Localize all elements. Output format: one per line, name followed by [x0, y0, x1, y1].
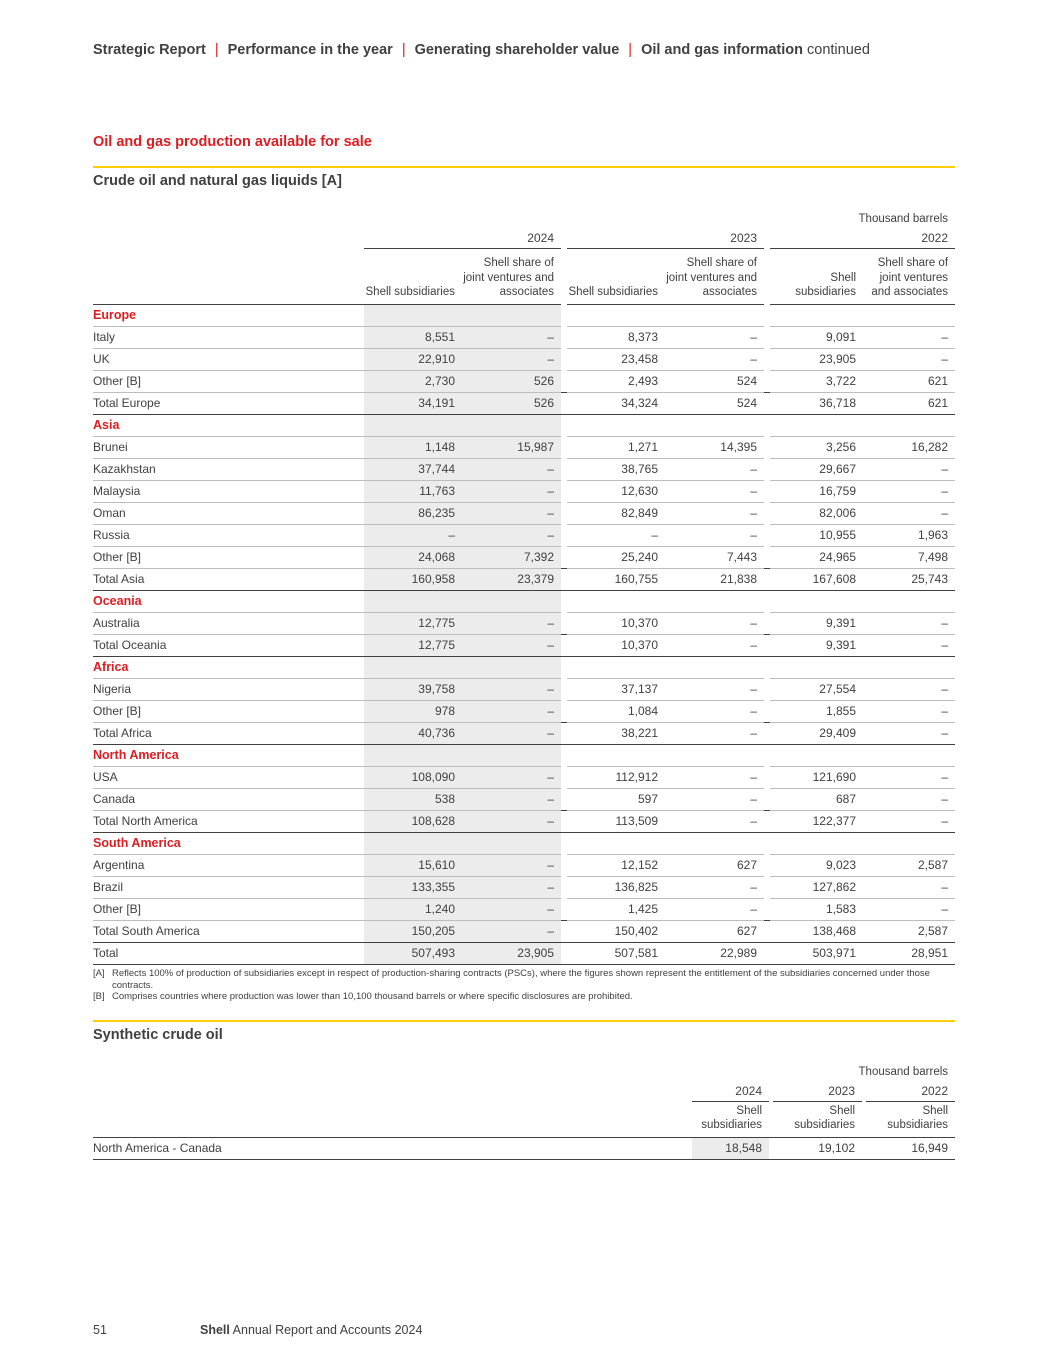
crude-table-title: Crude oil and natural gas liquids [A] — [93, 173, 342, 189]
section-divider — [93, 166, 955, 168]
row-label: Total Africa — [93, 722, 364, 744]
value-cell: 122,377 — [770, 810, 863, 832]
value-cell: – — [665, 612, 764, 634]
value-cell: – — [665, 700, 764, 722]
value-cell: 37,744 — [364, 458, 462, 480]
grand-total-row — [93, 942, 955, 964]
value-cell: – — [462, 920, 561, 942]
table-row — [93, 546, 955, 568]
value-cell: 38,221 — [567, 722, 665, 744]
value-cell: 82,849 — [567, 502, 665, 524]
year-header: 2024 — [692, 1078, 769, 1101]
value-cell: 25,240 — [567, 546, 665, 568]
value-cell: 39,758 — [364, 678, 462, 700]
value-cell: 16,759 — [770, 480, 863, 502]
row-label: Total Asia — [93, 568, 364, 590]
value-cell: 3,256 — [770, 436, 863, 458]
section-divider — [93, 1020, 955, 1022]
value-cell: 1,148 — [364, 436, 462, 458]
column-header-subsidiaries: Shell subsidiaries — [773, 1101, 862, 1137]
value-cell: 12,630 — [567, 480, 665, 502]
value-cell: 14,395 — [665, 436, 764, 458]
value-cell: 18,548 — [692, 1137, 769, 1159]
year-header: 2022 — [866, 1078, 955, 1101]
footnotes — [93, 968, 955, 1003]
table-row — [93, 458, 955, 480]
value-cell: 621 — [863, 370, 955, 392]
value-cell: – — [665, 326, 764, 348]
value-cell: – — [665, 524, 764, 546]
value-cell: 22,910 — [364, 348, 462, 370]
table-row — [93, 1137, 955, 1159]
value-cell: – — [863, 502, 955, 524]
region-heading: North America — [93, 744, 364, 766]
row-label: Total — [93, 942, 364, 964]
value-cell: – — [462, 876, 561, 898]
region-heading: Asia — [93, 414, 364, 436]
value-cell: 597 — [567, 788, 665, 810]
breadcrumb-separator: | — [628, 42, 633, 58]
value-cell: 113,509 — [567, 810, 665, 832]
region-row — [93, 414, 955, 436]
row-label: Oman — [93, 502, 364, 524]
footer-doc-title: Annual Report and Accounts 2024 — [232, 1323, 423, 1337]
value-cell: 978 — [364, 700, 462, 722]
row-label: Other [B] — [93, 546, 364, 568]
value-cell: 23,905 — [462, 942, 561, 964]
row-label: Italy — [93, 326, 364, 348]
value-cell: 8,373 — [567, 326, 665, 348]
region-heading: South America — [93, 832, 364, 854]
value-cell: 127,862 — [770, 876, 863, 898]
value-cell: 28,951 — [863, 942, 955, 964]
value-cell: 21,838 — [665, 568, 764, 590]
value-cell: 160,755 — [567, 568, 665, 590]
row-label: Russia — [93, 524, 364, 546]
value-cell: 1,271 — [567, 436, 665, 458]
breadcrumb-item: Oil and gas information — [641, 42, 803, 58]
value-cell: – — [863, 480, 955, 502]
value-cell: 37,137 — [567, 678, 665, 700]
value-cell: 1,583 — [770, 898, 863, 920]
value-cell: 10,370 — [567, 612, 665, 634]
value-cell: – — [462, 722, 561, 744]
value-cell: 687 — [770, 788, 863, 810]
table-row — [93, 612, 955, 634]
footnote-text: Reflects 100% of production of subsidiaries except in respect of production-sharing contracts (PSCs), where the figures shown represent the entitlement of the subsidiaries concerned under those contracts. — [112, 968, 930, 991]
value-cell: 121,690 — [770, 766, 863, 788]
value-cell: 19,102 — [773, 1137, 862, 1159]
section-title: Oil and gas production available for sale — [93, 134, 372, 150]
value-cell: 7,392 — [462, 546, 561, 568]
value-cell: 16,949 — [866, 1137, 955, 1159]
value-cell: – — [567, 524, 665, 546]
value-cell: – — [665, 722, 764, 744]
value-cell: 15,987 — [462, 436, 561, 458]
table-row — [93, 678, 955, 700]
table-row — [93, 700, 955, 722]
breadcrumb-separator: | — [214, 42, 219, 58]
value-cell: 29,409 — [770, 722, 863, 744]
value-cell: – — [462, 612, 561, 634]
value-cell: 1,963 — [863, 524, 955, 546]
value-cell: – — [462, 326, 561, 348]
table-row — [93, 480, 955, 502]
column-header-jv: Shell share of joint ventures and associates — [462, 248, 561, 304]
breadcrumb-item: Generating shareholder value — [414, 42, 620, 58]
value-cell: 627 — [665, 854, 764, 876]
value-cell: – — [462, 348, 561, 370]
value-cell: 9,391 — [770, 634, 863, 656]
value-cell: 524 — [665, 392, 764, 414]
region-row — [93, 744, 955, 766]
value-cell: 40,736 — [364, 722, 462, 744]
value-cell: 1,084 — [567, 700, 665, 722]
value-cell: 24,068 — [364, 546, 462, 568]
value-cell: 150,205 — [364, 920, 462, 942]
value-cell: – — [462, 810, 561, 832]
value-cell: 38,765 — [567, 458, 665, 480]
column-header-subsidiaries: Shell subsidiaries — [866, 1101, 955, 1137]
value-cell: – — [665, 458, 764, 480]
value-cell: – — [665, 766, 764, 788]
region-row — [93, 656, 955, 678]
value-cell: 9,091 — [770, 326, 863, 348]
value-cell: 10,955 — [770, 524, 863, 546]
row-label: USA — [93, 766, 364, 788]
value-cell: – — [462, 458, 561, 480]
column-header-subsidiaries: Shell subsidiaries — [567, 248, 665, 304]
value-cell: 8,551 — [364, 326, 462, 348]
year-header: 2023 — [773, 1078, 862, 1101]
value-cell: – — [665, 898, 764, 920]
value-cell: 1,425 — [567, 898, 665, 920]
value-cell: 2,587 — [863, 854, 955, 876]
value-cell: – — [462, 898, 561, 920]
value-cell: – — [665, 480, 764, 502]
footnote — [93, 991, 955, 1003]
value-cell: 12,775 — [364, 634, 462, 656]
column-header-subsidiaries: Shell subsidiaries — [364, 248, 462, 304]
page-number: 51 — [93, 1323, 107, 1337]
value-cell: 15,610 — [364, 854, 462, 876]
value-cell: – — [665, 348, 764, 370]
region-row — [93, 832, 955, 854]
value-cell: 12,775 — [364, 612, 462, 634]
column-header-subsidiaries: Shell subsidiaries — [692, 1101, 769, 1137]
year-header: 2023 — [567, 225, 764, 248]
total-row — [93, 568, 955, 590]
value-cell: 12,152 — [567, 854, 665, 876]
value-cell: 167,608 — [770, 568, 863, 590]
row-label: Total North America — [93, 810, 364, 832]
row-label: Australia — [93, 612, 364, 634]
column-header-jv: Shell share of joint ventures and associates — [863, 248, 955, 304]
value-cell: 10,370 — [567, 634, 665, 656]
table-row — [93, 502, 955, 524]
value-cell: 86,235 — [364, 502, 462, 524]
total-row — [93, 392, 955, 414]
row-label: Argentina — [93, 854, 364, 876]
value-cell: 7,498 — [863, 546, 955, 568]
value-cell: 25,743 — [863, 568, 955, 590]
footer-title — [200, 1323, 422, 1337]
table-row — [93, 348, 955, 370]
total-row — [93, 920, 955, 942]
row-label: UK — [93, 348, 364, 370]
table-row — [93, 788, 955, 810]
value-cell: 108,090 — [364, 766, 462, 788]
value-cell: 133,355 — [364, 876, 462, 898]
value-cell: – — [863, 700, 955, 722]
value-cell: 503,971 — [770, 942, 863, 964]
value-cell: 11,763 — [364, 480, 462, 502]
value-cell: 24,965 — [770, 546, 863, 568]
value-cell: 2,493 — [567, 370, 665, 392]
value-cell: – — [863, 876, 955, 898]
value-cell: – — [863, 612, 955, 634]
value-cell: 507,493 — [364, 942, 462, 964]
value-cell: – — [462, 700, 561, 722]
value-cell: – — [462, 502, 561, 524]
synthetic-crude-table — [93, 1058, 955, 1160]
synthetic-table-title: Synthetic crude oil — [93, 1027, 223, 1043]
total-row — [93, 722, 955, 744]
value-cell: – — [462, 480, 561, 502]
value-cell: 36,718 — [770, 392, 863, 414]
value-cell: 9,391 — [770, 612, 863, 634]
breadcrumb — [93, 42, 870, 58]
value-cell: 9,023 — [770, 854, 863, 876]
value-cell: 524 — [665, 370, 764, 392]
value-cell: 16,282 — [863, 436, 955, 458]
value-cell: – — [665, 678, 764, 700]
breadcrumb-item: Strategic Report — [93, 42, 206, 58]
unit-label: Thousand barrels — [858, 1066, 949, 1078]
region-row — [93, 304, 955, 326]
row-label: Kazakhstan — [93, 458, 364, 480]
value-cell: – — [364, 524, 462, 546]
value-cell: 507,581 — [567, 942, 665, 964]
value-cell: – — [863, 348, 955, 370]
column-header-jv: Shell share of joint ventures and associates — [665, 248, 764, 304]
value-cell: – — [462, 678, 561, 700]
footnote-text: Comprises countries where production was lower than 10,100 thousand barrels or where specific disclosures are prohibited. — [112, 991, 633, 1002]
value-cell: – — [462, 788, 561, 810]
value-cell: – — [665, 876, 764, 898]
value-cell: 621 — [863, 392, 955, 414]
value-cell: 627 — [665, 920, 764, 942]
value-cell: – — [863, 326, 955, 348]
row-label: Other [B] — [93, 370, 364, 392]
region-heading: Europe — [93, 304, 364, 326]
row-label: North America - Canada — [93, 1137, 692, 1159]
breadcrumb-item: Performance in the year — [227, 42, 393, 58]
value-cell: 7,443 — [665, 546, 764, 568]
value-cell: – — [665, 634, 764, 656]
value-cell: – — [665, 810, 764, 832]
value-cell: 34,191 — [364, 392, 462, 414]
value-cell: 2,730 — [364, 370, 462, 392]
value-cell: 112,912 — [567, 766, 665, 788]
value-cell: – — [863, 678, 955, 700]
value-cell: 23,905 — [770, 348, 863, 370]
value-cell: – — [462, 854, 561, 876]
value-cell: – — [665, 502, 764, 524]
footnote — [93, 968, 955, 991]
row-label: Brunei — [93, 436, 364, 458]
value-cell: 82,006 — [770, 502, 863, 524]
value-cell: – — [863, 898, 955, 920]
value-cell: 1,855 — [770, 700, 863, 722]
footnote-mark: [A] — [93, 968, 105, 979]
value-cell: 108,628 — [364, 810, 462, 832]
value-cell: – — [863, 722, 955, 744]
value-cell: – — [863, 766, 955, 788]
value-cell: 29,667 — [770, 458, 863, 480]
row-label: Total South America — [93, 920, 364, 942]
value-cell: – — [462, 634, 561, 656]
value-cell: – — [863, 634, 955, 656]
row-label: Other [B] — [93, 898, 364, 920]
row-label: Canada — [93, 788, 364, 810]
table-row — [93, 524, 955, 546]
row-label: Brazil — [93, 876, 364, 898]
value-cell: 2,587 — [863, 920, 955, 942]
value-cell: 526 — [462, 392, 561, 414]
value-cell: – — [863, 788, 955, 810]
table-row — [93, 370, 955, 392]
year-header: 2022 — [770, 225, 955, 248]
total-row — [93, 810, 955, 832]
row-label: Total Oceania — [93, 634, 364, 656]
value-cell: 34,324 — [567, 392, 665, 414]
value-cell: 3,722 — [770, 370, 863, 392]
value-cell: 538 — [364, 788, 462, 810]
region-heading: Africa — [93, 656, 364, 678]
value-cell: 27,554 — [770, 678, 863, 700]
value-cell: 136,825 — [567, 876, 665, 898]
row-label: Malaysia — [93, 480, 364, 502]
table-row — [93, 766, 955, 788]
value-cell: – — [462, 524, 561, 546]
row-label: Total Europe — [93, 392, 364, 414]
value-cell: 160,958 — [364, 568, 462, 590]
value-cell: – — [665, 788, 764, 810]
breadcrumb-continued: continued — [807, 42, 870, 58]
value-cell: – — [863, 458, 955, 480]
region-heading: Oceania — [93, 590, 364, 612]
value-cell: 23,379 — [462, 568, 561, 590]
table-row — [93, 876, 955, 898]
value-cell: 23,458 — [567, 348, 665, 370]
row-label: Other [B] — [93, 700, 364, 722]
value-cell: 150,402 — [567, 920, 665, 942]
value-cell: 22,989 — [665, 942, 764, 964]
value-cell: – — [863, 810, 955, 832]
table-row — [93, 898, 955, 920]
footer-brand: Shell — [200, 1323, 230, 1337]
table-row — [93, 326, 955, 348]
column-header-subsidiaries: Shell subsidiaries — [770, 248, 863, 304]
value-cell: 526 — [462, 370, 561, 392]
year-header: 2024 — [364, 225, 561, 248]
region-row — [93, 590, 955, 612]
footnote-mark: [B] — [93, 991, 105, 1002]
unit-label: Thousand barrels — [858, 213, 949, 225]
total-row — [93, 634, 955, 656]
value-cell: 138,468 — [770, 920, 863, 942]
value-cell: – — [462, 766, 561, 788]
table-row — [93, 854, 955, 876]
table-row — [93, 436, 955, 458]
row-label: Nigeria — [93, 678, 364, 700]
value-cell: 1,240 — [364, 898, 462, 920]
crude-oil-table — [93, 205, 955, 965]
breadcrumb-separator: | — [401, 42, 406, 58]
